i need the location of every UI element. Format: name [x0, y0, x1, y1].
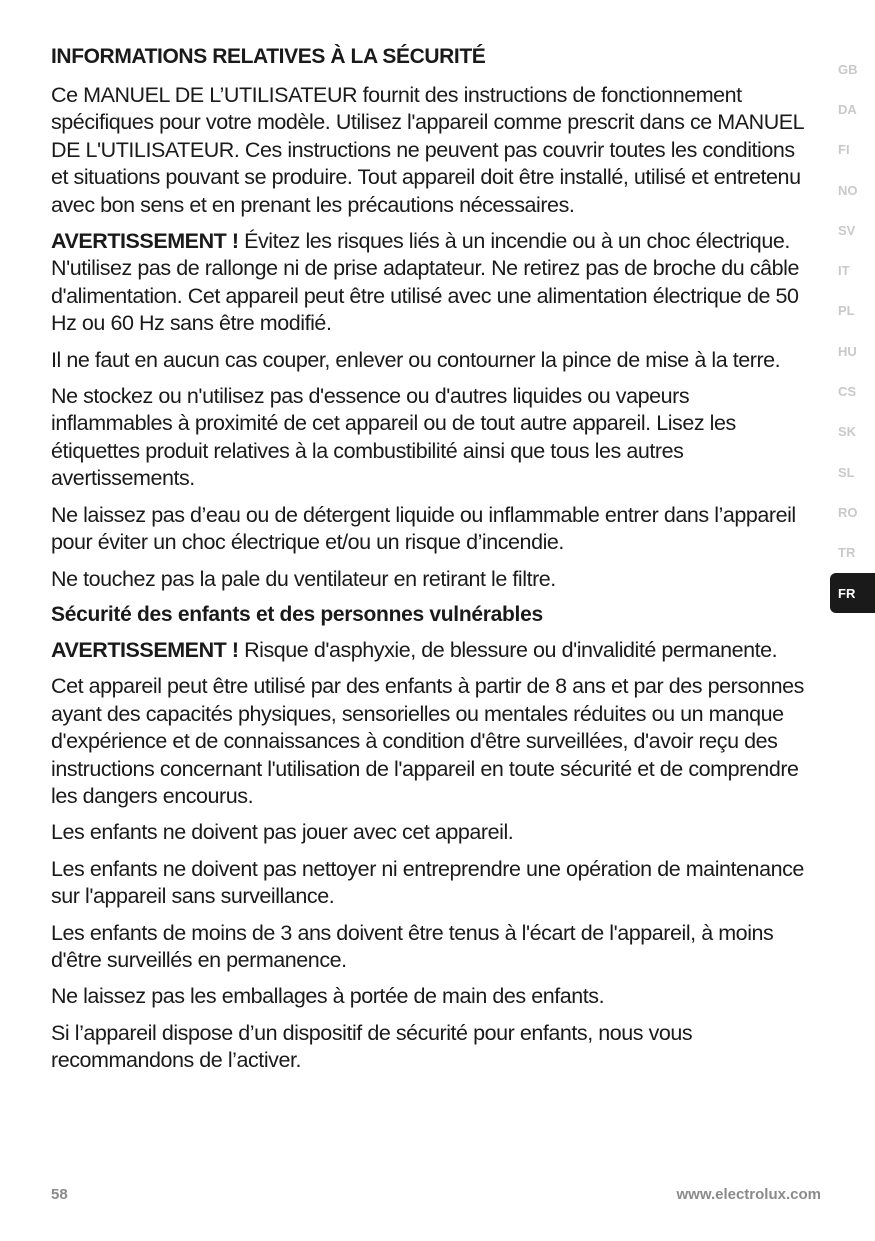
lang-tab-sv[interactable]: SV [838, 222, 856, 238]
warning-paragraph-children [51, 637, 811, 664]
flammable-paragraph: Ne stockez ou n'utilisez pas d'essence ou d'autres liquides ou vapeurs inflammables à proximité de cet appareil ou de tout autre appareil. Lisez les étiquettes produit relatives à la combustibilité ainsi que tous les autres avertissements. [51, 384, 736, 491]
cleaning-paragraph: Les enfants ne doivent pas nettoyer ni entreprendre une opération de maintenance sur l'appareil sans surveillance. [51, 856, 804, 909]
under-three-paragraph: Les enfants de moins de 3 ans doivent être tenus à l'écart de l'appareil, à moins d'être surveillés en permanence. [51, 920, 774, 972]
lang-tab-ro[interactable]: RO [838, 504, 858, 520]
ground-paragraph: Il ne faut en aucun cas couper, enlever ou contourner la pince de mise à la terre. [51, 347, 781, 372]
section-subtitle: Sécurité des enfants et des personnes vulnérables [51, 602, 543, 626]
lang-tab-tr[interactable]: TR [838, 545, 856, 561]
page-title: INFORMATIONS RELATIVES À LA SÉCURITÉ [51, 45, 486, 68]
document-body [51, 44, 811, 1084]
lang-tab-fi[interactable]: FI [838, 142, 850, 158]
intro-paragraph: Ce MANUEL DE L’UTILISATEUR fournit des instructions de fonctionnement spécifiques pour votre modèle. Utilisez l'appareil comme prescrit dans ce MANUEL DE L'UTILISATEUR. Ces instructions ne peuvent pas couvrir toutes les conditions et situations pouvant se produire. Tout appareil doit être installé, utilisé et entretenu avec bon sens et en prenant les précautions nécessaires. [51, 83, 804, 217]
warning-paragraph-electrical [51, 228, 811, 338]
lang-tab-no[interactable]: NO [838, 182, 858, 198]
lang-tab-hu[interactable]: HU [838, 343, 857, 359]
lang-tab-sk[interactable]: SK [838, 424, 857, 440]
packaging-paragraph: Ne laissez pas les emballages à portée de main des enfants. [51, 984, 605, 1009]
fan-paragraph: Ne touchez pas la pale du ventilateur en retirant le filtre. [51, 566, 556, 591]
warning-text: Évitez les risques liés à un incendie ou à un choc électrique. N'utilisez pas de rallonge ni de prise adaptateur. Ne retirez pas de broche du câble d'alimentation. Cet appareil peut être utilisé avec une alimentation électrique de 50 Hz ou 60 Hz sans être modifié. [51, 229, 799, 336]
lang-tab-sl[interactable]: SL [838, 464, 855, 480]
use-conditions-paragraph: Cet appareil peut être utilisé par des enfants à partir de 8 ans et par des personnes ayant des capacités physiques, sensorielles ou mentales réduites ou un manque d'expérience et de connaissances à condition d'être surveillées, d'avoir reçu des instructions concernant l'utilisation de l'appareil en toute sécurité et de comprendre les dangers encourus. [51, 674, 804, 808]
warning-label: AVERTISSEMENT ! [51, 229, 239, 254]
lang-tab-pl[interactable]: PL [838, 303, 855, 319]
website-link[interactable]: www.electrolux.com [676, 1186, 821, 1203]
warning-text: Risque d'asphyxie, de blessure ou d'invalidité permanente. [238, 637, 778, 662]
page-number: 58 [51, 1186, 68, 1203]
language-tabs [830, 49, 875, 613]
lang-tab-it[interactable]: IT [838, 263, 850, 279]
water-paragraph: Ne laissez pas d’eau ou de détergent liquide ou inflammable entrer dans l’appareil pour éviter un choc électrique et/ou un risque d’incendie. [51, 502, 796, 555]
child-lock-paragraph: Si l’appareil dispose d’un dispositif de sécurité pour enfants, nous vous recommandons de l’activer. [51, 1020, 693, 1073]
warning-label: AVERTISSEMENT ! [51, 637, 239, 662]
lang-tab-da[interactable]: DA [838, 101, 857, 117]
lang-tab-gb[interactable]: GB [838, 61, 858, 77]
lang-tab-cs[interactable]: CS [838, 384, 857, 400]
lang-tab-fr[interactable]: FR [830, 573, 875, 613]
play-paragraph: Les enfants ne doivent pas jouer avec cet appareil. [51, 820, 514, 845]
